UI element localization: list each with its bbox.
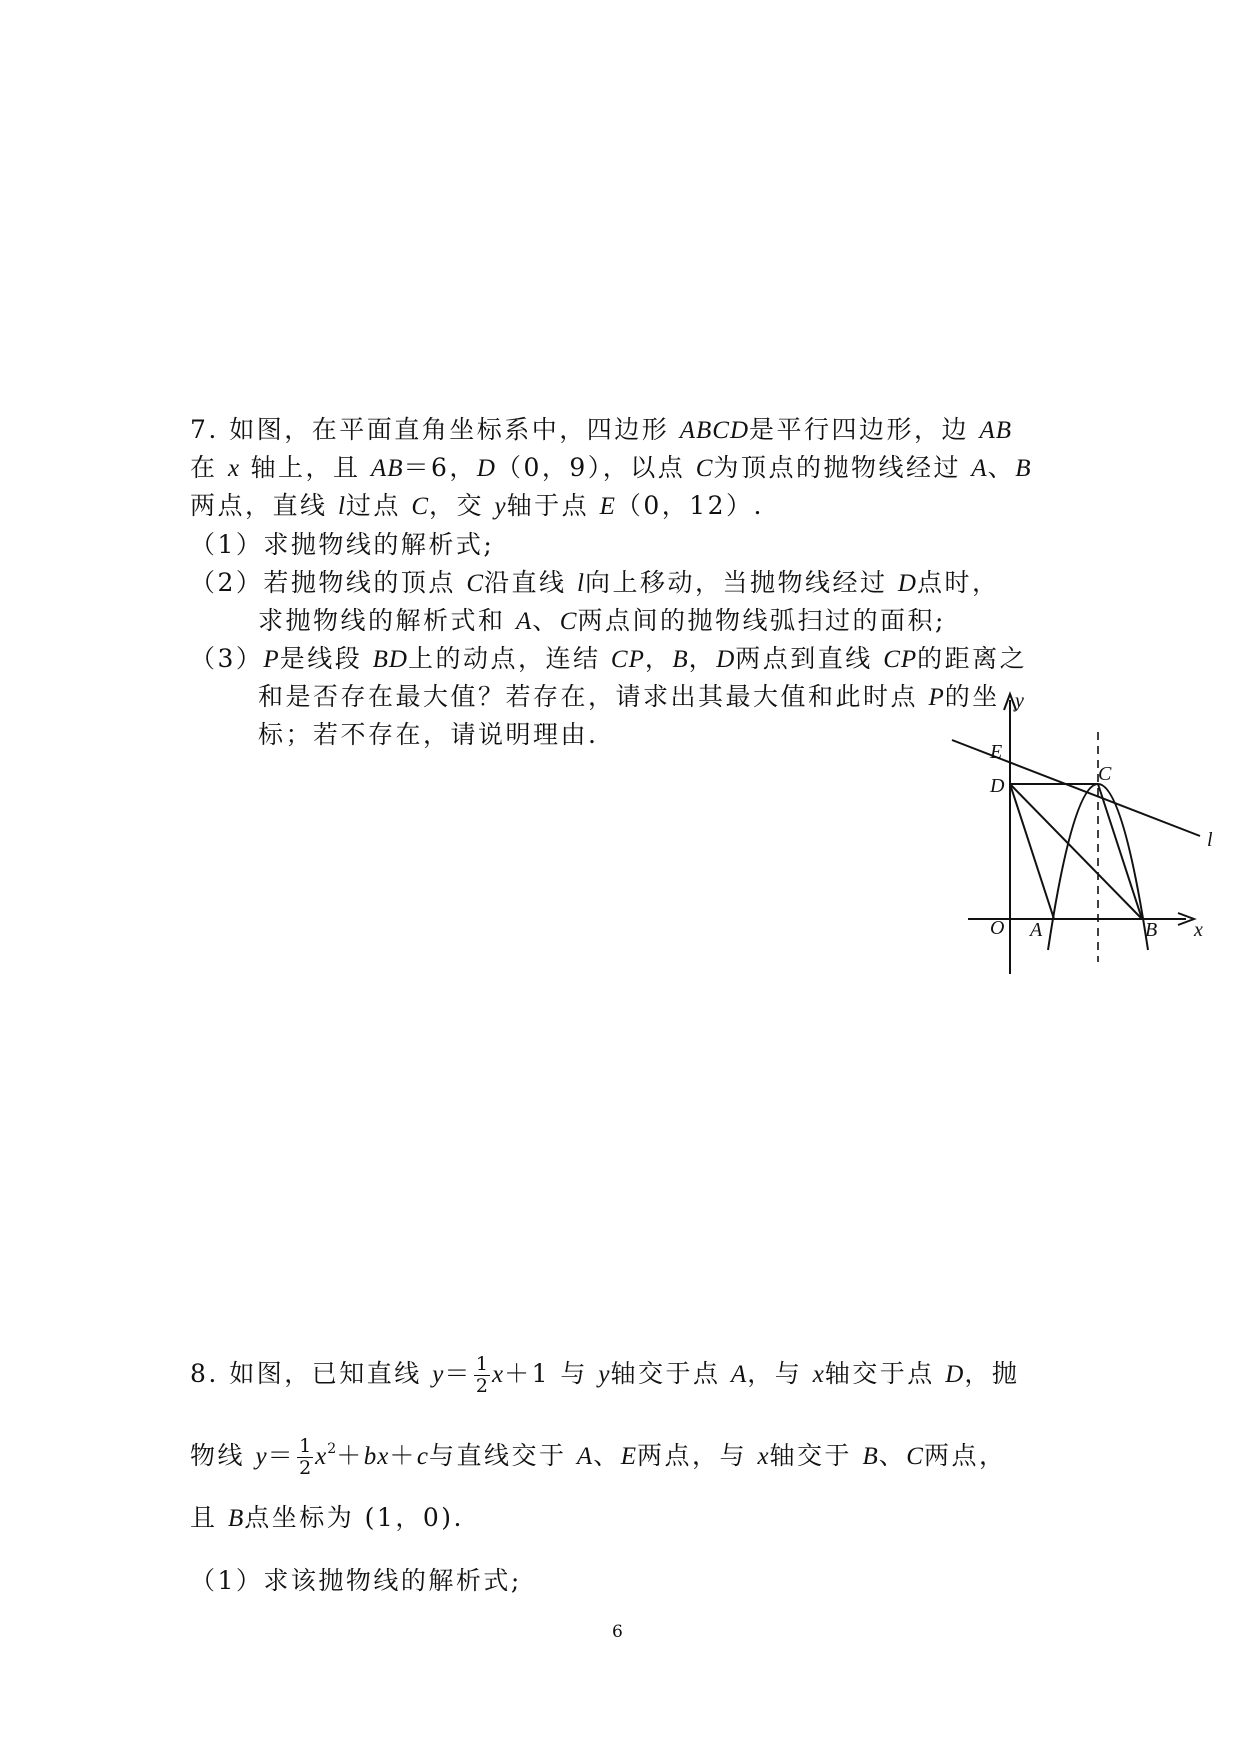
text: ， [644,644,673,673]
p7-part3c: 标；若不存在，请说明理由. [258,720,599,749]
var: E [620,1443,637,1470]
text: 点时， [916,568,1000,597]
text: 过点 [345,491,412,520]
text: ＋1 与 [504,1359,599,1388]
text: 7. 如图，在平面直角坐标系中，四边形 [190,415,680,444]
var: C [411,493,430,520]
var: D [945,1361,965,1388]
var: y [255,1443,268,1470]
p7-part3a [190,644,1027,675]
text: 上的动点，连结 [407,644,611,673]
text: ＝ [267,1441,296,1470]
text: （3） [190,644,264,673]
text: （2）若抛物线的顶点 [190,568,467,597]
page-number: 6 [612,1622,623,1642]
p7-part1: （1）求抛物线的解析式; [190,530,495,559]
label-D: D [990,775,1005,797]
var: E [599,493,616,520]
var: AB [370,455,404,482]
p7-line3 [190,491,764,522]
var: C [466,570,485,597]
label-A: A [1030,919,1043,941]
var: P [928,684,945,711]
numerator: 1 [475,1353,488,1375]
text: 轴于点 [506,491,600,520]
segment-DA [1010,784,1054,919]
var: x [812,1361,825,1388]
text: 的坐 [944,682,1000,711]
text: 点坐标为 (1，0). [244,1503,464,1532]
var: A [576,1443,594,1470]
text: 、 [532,606,560,635]
text: 两点间的抛物线弧扫过的面积; [577,606,946,635]
label-B: B [1145,919,1158,941]
var: y [598,1361,611,1388]
label-E: E [990,741,1003,763]
p8-line2 [190,1424,1007,1482]
text: ＝ [444,1359,472,1388]
exponent: 2 [327,1441,337,1457]
p7-part2b [258,606,946,637]
var: C [695,455,714,482]
text: 物线 [190,1441,256,1470]
text: （0，12）. [615,491,765,520]
var: x [757,1443,770,1470]
text: 在 [190,453,228,482]
var: B [862,1443,879,1470]
text: ， [688,644,717,673]
text: 两点，与 [636,1441,758,1470]
text: 轴上，且 [240,453,371,482]
text: 轴交于 [769,1441,863,1470]
text: 向上移动，当抛物线经过 [584,568,898,597]
text: 、 [987,453,1016,482]
text: ，交 [429,491,495,520]
var: y [432,1361,445,1388]
label-O: O [990,917,1005,939]
var: AB [979,417,1013,444]
var: y [494,493,507,520]
var: x [315,1443,328,1470]
var: A [730,1361,748,1388]
label-y: y [1015,690,1024,712]
text: ＋ [389,1441,417,1470]
var: B [672,646,689,673]
text: 是平行四边形，边 [749,415,980,444]
var: c [416,1443,429,1470]
var: D [476,455,496,482]
var: D [897,570,917,597]
var: CP [883,646,918,673]
text: 两点， [923,1441,1007,1470]
fraction [297,1436,313,1479]
text: ＋ [336,1441,364,1470]
var: bx [363,1443,390,1470]
denominator: 2 [475,1375,488,1397]
text: ，与 [747,1359,813,1388]
text: 与直线交于 [428,1441,577,1470]
var: ABCD [679,417,750,444]
var: A [971,455,988,482]
text: 两点，直线 [190,491,338,520]
var: l [577,570,585,597]
fraction [474,1354,490,1397]
var: C [906,1443,924,1470]
var: l [337,493,346,520]
p8-line3 [190,1503,464,1534]
label-l: l [1207,829,1213,851]
text: 求抛物线的解析式和 [258,606,516,635]
segment-DB [1010,784,1142,919]
text: 、 [593,1441,621,1470]
text: ＝6， [403,453,477,482]
p7-part3b [258,682,1000,713]
label-C: C [1098,763,1112,785]
p8-part1: （1）求该抛物线的解析式; [190,1566,522,1595]
p7-line2 [190,453,1031,484]
var: A [515,608,533,635]
text: 8. 如图，已知直线 [190,1359,433,1388]
p7-line1 [190,415,1012,446]
text: 轴交于点 [824,1359,946,1388]
text: 为顶点的抛物线经过 [713,453,972,482]
var: BD [372,646,408,673]
var: CP [610,646,645,673]
text: 、 [878,1441,907,1470]
text: ，抛 [964,1359,1020,1388]
text: 两点到直线 [735,644,884,673]
var: D [716,646,736,673]
var: x [227,455,241,482]
text: 和是否存在最大值？若存在，请求出其最大值和此时点 [258,682,929,711]
problem7-figure [940,680,1230,980]
p8-line1 [190,1349,1019,1400]
var: x [491,1361,505,1388]
label-x: x [1194,919,1203,941]
var: P [263,646,280,673]
var: B [1015,455,1032,482]
text: 的距离之 [917,644,1028,673]
numerator: 1 [299,1435,312,1457]
text: 轴交于点 [610,1359,731,1388]
text: （0，9），以点 [495,453,696,482]
denominator: 2 [299,1457,312,1479]
text: 且 [190,1503,228,1532]
p7-part2a [190,568,999,599]
var: B [227,1505,245,1532]
var: C [559,608,578,635]
text: 沿直线 [484,568,577,597]
text: 是线段 [279,644,373,673]
